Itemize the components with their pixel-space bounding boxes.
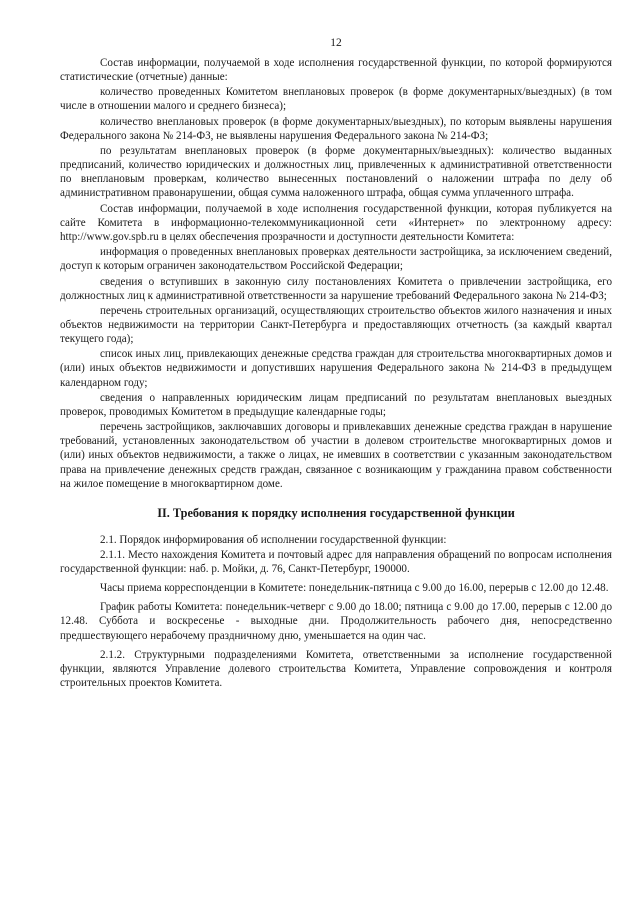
paragraph-count-violations: количество внеплановых проверок (в форме документарных/выездных), по которым выявлены нарушения Федерального закона № 214-ФЗ, не выявлены нарушения Федерального закона № 214-ФЗ; (60, 115, 612, 142)
paragraph-2-1: 2.1. Порядок информирования об исполнении государственной функции: (100, 533, 447, 546)
paragraph-prescriptions: сведения о направленных юридическим лицам предписаний по результатам внеплановых выездных проверок, проводимых Комитетом в предыдущие календарные годы; (60, 391, 612, 418)
document-page (60, 0, 612, 905)
paragraph-resolutions: сведения о вступивших в законную силу постановлениях Комитета о привлечении застройщика, его должностных лиц к административной ответственности за нарушение требований Федерального закона № 214-ФЗ; (60, 275, 612, 302)
paragraph-organizations-list: перечень строительных организаций, осуществляющих строительство объектов жилого назначения и иных объектов недвижимости на территории Санкт-Петербурга и предоставляющих отчетность (за каждый квартал текущего года); (60, 304, 612, 346)
document-body (60, 56, 612, 691)
paragraph-2-1-1: 2.1.1. Место нахождения Комитета и почтовый адрес для направления обращений по вопросам исполнения государственной функции: наб. р. Мойки, д. 76, Санкт-Петербург, 190000. (60, 549, 612, 576)
section-title: II. Требования к порядку исполнения государственной функции (157, 505, 515, 520)
paragraph-reception-hours: Часы приема корреспонденции в Комитете: понедельник-пятница с 9.00 до 16.00, перерыв с 12.00 до 12.48. (100, 582, 609, 595)
paragraph-inspection-info: информация о проведенных внеплановых проверках деятельности застройщика, за исключением сведений, доступ к которым ограничен законодательством Российской Федерации; (60, 246, 612, 273)
paragraph-2-1-2: 2.1.2. Структурными подразделениями Комитета, ответственными за исполнение государственной функции, являются Управление долевого строительства Комитета, Управление сопровождения и контроля строительных проектов Комитета. (60, 648, 612, 689)
paragraph-count-inspections: количество проведенных Комитетом внеплановых проверок (в форме документарных/выездных) (в том числе в отношении малого и среднего бизнеса); (60, 86, 612, 113)
page-number: 12 (330, 37, 342, 49)
paragraph-other-persons: список иных лиц, привлекающих денежные средства граждан для строительства многоквартирных домов и (или) иных объектов недвижимости и допустивших нарушения Федерального закона № 214-ФЗ в предыдущем календарном году; (60, 348, 612, 389)
paragraph-info-composition: Состав информации, получаемой в ходе исполнения государственной функции, по которой формируются статистические (отчетные) данные: (60, 57, 612, 84)
paragraph-work-schedule: График работы Комитета: понедельник-четверг с 9.00 до 18.00; пятница с 9.00 до 17.00, перерыв с 12.00 до 12.48. Суббота и воскресенье - выходные дни. Продолжительность рабочего дня, непосредственно предшествующего нерабочему праздничному дню, уменьшается на один час. (60, 601, 612, 642)
paragraph-developers-list: перечень застройщиков, заключавших договоры и привлекавших денежные средства граждан в нарушение требований, установленных законодательством об участии в долевом строительстве многоквартирных домов и (или) иных объектов недвижимости, а также о лицах, не имевших в соответствии с указанным законодательством права на привлечение денежных средств граждан, связанное с возникающим у гражданина правом собственности на жилое помещение в многоквартирном доме. (60, 421, 612, 490)
paragraph-published-info: Состав информации, получаемой в ходе исполнения государственной функции, которая публикуется на сайте Комитета в информационно-телекоммуникационной сети «Интернет» по электронному адресу: http://www.gov.spb.ru в целях обеспечения прозрачности и доступности деятельности Комитета: (60, 202, 612, 243)
paragraph-inspection-results: по результатам внеплановых проверок (в форме документарных/выездных): количество выданных предписаний, количество юридических и должностных лиц, привлеченных к административной ответственности по внеплановым проверкам, количество вынесенных постановлений о наложении штрафа по делу об административном правонарушении, общая сумма наложенного штрафа, общая сумма уплаченного штрафа. (60, 145, 612, 200)
